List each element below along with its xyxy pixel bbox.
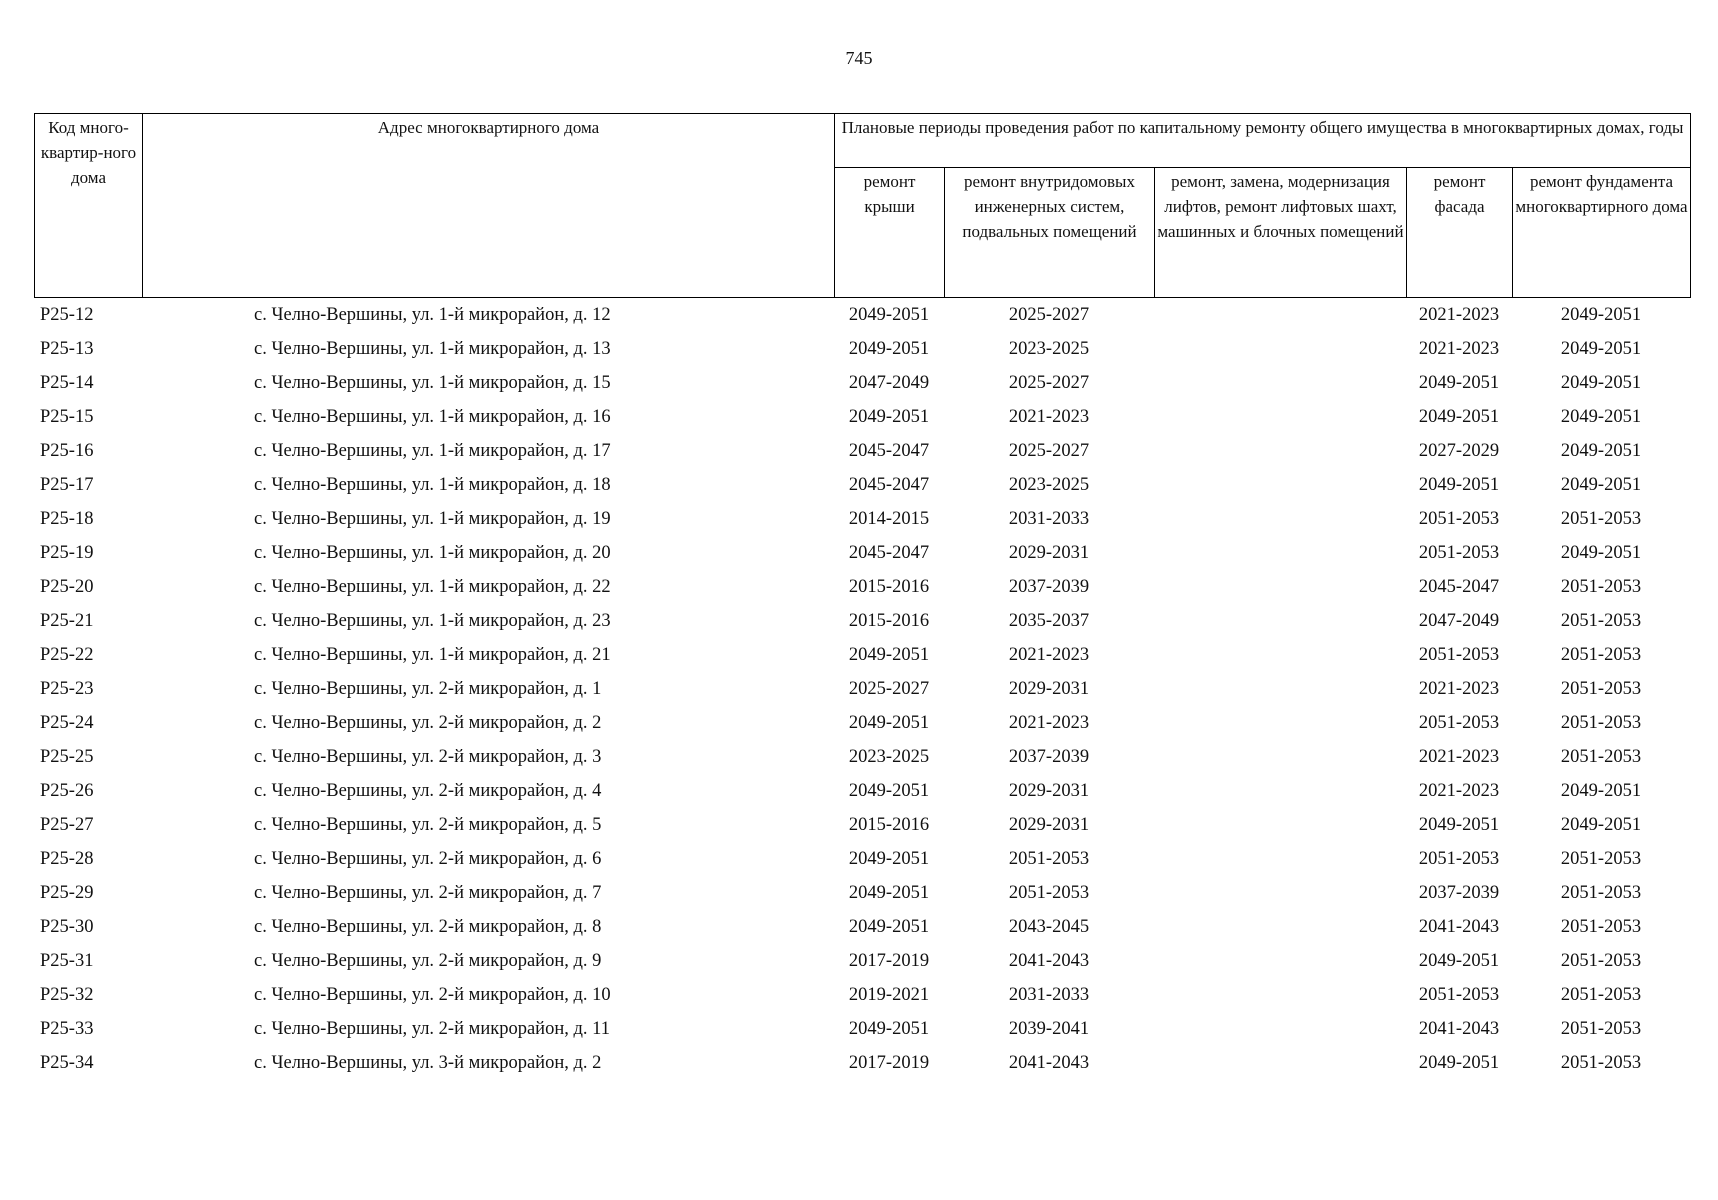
table-row — [34, 774, 1690, 808]
house-address: с. Челно-Вершины, ул. 1-й микрорайон, д. 20 — [254, 542, 611, 563]
house-code: Р25-13 — [40, 338, 94, 359]
systems-period: 2037-2039 — [1008, 576, 1090, 597]
house-address: с. Челно-Вершины, ул. 1-й микрорайон, д. 18 — [254, 474, 611, 495]
facade-period: 2051-2053 — [1418, 542, 1500, 563]
roof-period: 2049-2051 — [848, 406, 930, 427]
roof-period: 2015-2016 — [848, 610, 930, 631]
lifts-period — [1154, 774, 1406, 808]
systems-period: 2029-2031 — [1008, 814, 1090, 835]
foundation-period: 2049-2051 — [1560, 780, 1642, 801]
house-address: с. Челно-Вершины, ул. 1-й микрорайон, д. 23 — [254, 610, 611, 631]
house-address: с. Челно-Вершины, ул. 1-й микрорайон, д. 17 — [254, 440, 611, 461]
roof-period: 2023-2025 — [848, 746, 930, 767]
lifts-period — [1154, 808, 1406, 842]
foundation-period: 2051-2053 — [1560, 1052, 1642, 1073]
house-address: с. Челно-Вершины, ул. 2-й микрорайон, д. 4 — [254, 780, 602, 801]
lifts-period — [1154, 842, 1406, 876]
systems-period: 2041-2043 — [1008, 950, 1090, 971]
house-code: Р25-21 — [40, 610, 94, 631]
house-code: Р25-32 — [40, 984, 94, 1005]
facade-period: 2051-2053 — [1418, 644, 1500, 665]
table-row — [34, 944, 1690, 978]
lifts-period — [1154, 604, 1406, 638]
house-code: Р25-26 — [40, 780, 94, 801]
house-code: Р25-23 — [40, 678, 94, 699]
table-row — [34, 638, 1690, 672]
foundation-period: 2049-2051 — [1560, 814, 1642, 835]
roof-period: 2017-2019 — [848, 1052, 930, 1073]
house-code: Р25-29 — [40, 882, 94, 903]
house-address: с. Челно-Вершины, ул. 1-й микрорайон, д. 19 — [254, 508, 611, 529]
foundation-period: 2051-2053 — [1560, 678, 1642, 699]
lifts-period — [1154, 672, 1406, 706]
facade-period: 2021-2023 — [1418, 304, 1500, 325]
house-address: с. Челно-Вершины, ул. 1-й микрорайон, д. 13 — [254, 338, 611, 359]
roof-period: 2047-2049 — [848, 372, 930, 393]
lifts-period — [1154, 468, 1406, 502]
systems-period: 2021-2023 — [1008, 406, 1090, 427]
table-row — [34, 910, 1690, 944]
facade-period: 2051-2053 — [1418, 848, 1500, 869]
house-address: с. Челно-Вершины, ул. 2-й микрорайон, д. 1 — [254, 678, 602, 699]
facade-period: 2047-2049 — [1418, 610, 1500, 631]
foundation-period: 2051-2053 — [1560, 644, 1642, 665]
facade-period: 2045-2047 — [1418, 576, 1500, 597]
house-code: Р25-14 — [40, 372, 94, 393]
house-code: Р25-27 — [40, 814, 94, 835]
table-row — [34, 536, 1690, 570]
house-code: Р25-18 — [40, 508, 94, 529]
house-address: с. Челно-Вершины, ул. 3-й микрорайон, д. 2 — [254, 1052, 602, 1073]
foundation-period: 2051-2053 — [1560, 950, 1642, 971]
header-foundation: ремонт фундамента многоквартирного дома — [1513, 168, 1691, 298]
roof-period: 2025-2027 — [848, 678, 930, 699]
lifts-period — [1154, 332, 1406, 366]
lifts-period — [1154, 706, 1406, 740]
roof-period: 2017-2019 — [848, 950, 930, 971]
facade-period: 2051-2053 — [1418, 984, 1500, 1005]
roof-period: 2045-2047 — [848, 542, 930, 563]
house-address: с. Челно-Вершины, ул. 2-й микрорайон, д. 3 — [254, 746, 602, 767]
lifts-period — [1154, 740, 1406, 774]
lifts-period — [1154, 570, 1406, 604]
facade-period: 2049-2051 — [1418, 950, 1500, 971]
foundation-period: 2051-2053 — [1560, 848, 1642, 869]
lifts-period — [1154, 978, 1406, 1012]
table-row — [34, 366, 1690, 400]
house-code: Р25-34 — [40, 1052, 94, 1073]
systems-period: 2035-2037 — [1008, 610, 1090, 631]
table-row — [34, 298, 1690, 332]
header-systems: ремонт внутридомовых инженерных систем, подвальных помещений — [945, 168, 1155, 298]
table-row — [34, 876, 1690, 910]
systems-period: 2023-2025 — [1008, 338, 1090, 359]
house-code: Р25-24 — [40, 712, 94, 733]
systems-period: 2041-2043 — [1008, 1052, 1090, 1073]
header-facade: ремонт фасада — [1407, 168, 1513, 298]
table-row — [34, 434, 1690, 468]
lifts-period — [1154, 502, 1406, 536]
table-row — [34, 332, 1690, 366]
foundation-period: 2051-2053 — [1560, 610, 1642, 631]
header-code: Код много-квартир-ного дома — [35, 114, 143, 298]
systems-period: 2025-2027 — [1008, 372, 1090, 393]
house-code: Р25-12 — [40, 304, 94, 325]
systems-period: 2043-2045 — [1008, 916, 1090, 937]
foundation-period: 2049-2051 — [1560, 372, 1642, 393]
systems-period: 2031-2033 — [1008, 508, 1090, 529]
facade-period: 2049-2051 — [1418, 406, 1500, 427]
table-row — [34, 502, 1690, 536]
roof-period: 2049-2051 — [848, 780, 930, 801]
house-code: Р25-25 — [40, 746, 94, 767]
roof-period: 2014-2015 — [848, 508, 930, 529]
house-code: Р25-20 — [40, 576, 94, 597]
systems-period: 2037-2039 — [1008, 746, 1090, 767]
roof-period: 2049-2051 — [848, 916, 930, 937]
systems-period: 2029-2031 — [1008, 780, 1090, 801]
table-row — [34, 570, 1690, 604]
house-code: Р25-15 — [40, 406, 94, 427]
foundation-period: 2049-2051 — [1560, 474, 1642, 495]
roof-period: 2049-2051 — [848, 644, 930, 665]
table-row — [34, 1046, 1690, 1080]
foundation-period: 2049-2051 — [1560, 440, 1642, 461]
house-address: с. Челно-Вершины, ул. 2-й микрорайон, д. 8 — [254, 916, 602, 937]
lifts-period — [1154, 910, 1406, 944]
header-periods-title: Плановые периоды проведения работ по капитальному ремонту общего имущества в многоквартирных домах, годы — [835, 114, 1691, 168]
facade-period: 2049-2051 — [1418, 814, 1500, 835]
header-address: Адрес многоквартирного дома — [143, 114, 835, 298]
systems-period: 2021-2023 — [1008, 644, 1090, 665]
table-row — [34, 400, 1690, 434]
house-address: с. Челно-Вершины, ул. 2-й микрорайон, д. 10 — [254, 984, 611, 1005]
table-row — [34, 808, 1690, 842]
facade-period: 2027-2029 — [1418, 440, 1500, 461]
facade-period: 2051-2053 — [1418, 508, 1500, 529]
table-row — [34, 468, 1690, 502]
lifts-period — [1154, 1012, 1406, 1046]
foundation-period: 2049-2051 — [1560, 338, 1642, 359]
lifts-period — [1154, 536, 1406, 570]
table-row — [34, 604, 1690, 638]
house-address: с. Челно-Вершины, ул. 2-й микрорайон, д. 7 — [254, 882, 602, 903]
house-code: Р25-16 — [40, 440, 94, 461]
lifts-period — [1154, 638, 1406, 672]
foundation-period: 2051-2053 — [1560, 882, 1642, 903]
systems-period: 2031-2033 — [1008, 984, 1090, 1005]
house-code: Р25-31 — [40, 950, 94, 971]
header-roof: ремонт крыши — [835, 168, 945, 298]
facade-period: 2041-2043 — [1418, 916, 1500, 937]
lifts-period — [1154, 434, 1406, 468]
systems-period: 2025-2027 — [1008, 304, 1090, 325]
house-address: с. Челно-Вершины, ул. 1-й микрорайон, д. 12 — [254, 304, 611, 325]
house-address: с. Челно-Вершины, ул. 1-й микрорайон, д. 21 — [254, 644, 611, 665]
facade-period: 2021-2023 — [1418, 746, 1500, 767]
facade-period: 2051-2053 — [1418, 712, 1500, 733]
roof-period: 2015-2016 — [848, 576, 930, 597]
page-number: 745 — [845, 48, 873, 68]
house-address: с. Челно-Вершины, ул. 2-й микрорайон, д. 5 — [254, 814, 602, 835]
schedule-rows — [34, 298, 1690, 1080]
foundation-period: 2049-2051 — [1560, 542, 1642, 563]
lifts-period — [1154, 298, 1406, 332]
facade-period: 2037-2039 — [1418, 882, 1500, 903]
foundation-period: 2049-2051 — [1560, 304, 1642, 325]
house-code: Р25-30 — [40, 916, 94, 937]
roof-period: 2015-2016 — [848, 814, 930, 835]
table-row — [34, 842, 1690, 876]
facade-period: 2049-2051 — [1418, 474, 1500, 495]
foundation-period: 2051-2053 — [1560, 916, 1642, 937]
foundation-period: 2051-2053 — [1560, 984, 1642, 1005]
house-address: с. Челно-Вершины, ул. 1-й микрорайон, д. 22 — [254, 576, 611, 597]
roof-period: 2049-2051 — [848, 1018, 930, 1039]
roof-period: 2049-2051 — [848, 304, 930, 325]
house-code: Р25-19 — [40, 542, 94, 563]
roof-period: 2045-2047 — [848, 440, 930, 461]
foundation-period: 2049-2051 — [1560, 406, 1642, 427]
house-address: с. Челно-Вершины, ул. 1-й микрорайон, д. 16 — [254, 406, 611, 427]
facade-period: 2021-2023 — [1418, 338, 1500, 359]
foundation-period: 2051-2053 — [1560, 712, 1642, 733]
table-row — [34, 706, 1690, 740]
foundation-period: 2051-2053 — [1560, 746, 1642, 767]
house-address: с. Челно-Вершины, ул. 2-й микрорайон, д. 11 — [254, 1018, 610, 1039]
systems-period: 2039-2041 — [1008, 1018, 1090, 1039]
systems-period: 2021-2023 — [1008, 712, 1090, 733]
house-code: Р25-22 — [40, 644, 94, 665]
table-header — [34, 113, 1691, 298]
foundation-period: 2051-2053 — [1560, 508, 1642, 529]
systems-period: 2023-2025 — [1008, 474, 1090, 495]
lifts-period — [1154, 876, 1406, 910]
house-address: с. Челно-Вершины, ул. 1-й микрорайон, д. 15 — [254, 372, 611, 393]
foundation-period: 2051-2053 — [1560, 1018, 1642, 1039]
systems-period: 2051-2053 — [1008, 848, 1090, 869]
roof-period: 2019-2021 — [848, 984, 930, 1005]
house-code: Р25-17 — [40, 474, 94, 495]
schedule-table — [34, 298, 1690, 1080]
house-code: Р25-33 — [40, 1018, 94, 1039]
roof-period: 2049-2051 — [848, 712, 930, 733]
roof-period: 2049-2051 — [848, 848, 930, 869]
table-row — [34, 740, 1690, 774]
house-code: Р25-28 — [40, 848, 94, 869]
facade-period: 2021-2023 — [1418, 780, 1500, 801]
systems-period: 2029-2031 — [1008, 542, 1090, 563]
lifts-period — [1154, 366, 1406, 400]
house-address: с. Челно-Вершины, ул. 2-й микрорайон, д. 6 — [254, 848, 602, 869]
facade-period: 2041-2043 — [1418, 1018, 1500, 1039]
systems-period: 2029-2031 — [1008, 678, 1090, 699]
systems-period: 2051-2053 — [1008, 882, 1090, 903]
lifts-period — [1154, 1046, 1406, 1080]
table-row — [34, 978, 1690, 1012]
roof-period: 2045-2047 — [848, 474, 930, 495]
facade-period: 2049-2051 — [1418, 372, 1500, 393]
lifts-period — [1154, 944, 1406, 978]
roof-period: 2049-2051 — [848, 882, 930, 903]
house-address: с. Челно-Вершины, ул. 2-й микрорайон, д. 9 — [254, 950, 602, 971]
table-row — [34, 672, 1690, 706]
house-address: с. Челно-Вершины, ул. 2-й микрорайон, д. 2 — [254, 712, 602, 733]
facade-period: 2049-2051 — [1418, 1052, 1500, 1073]
table-row — [34, 1012, 1690, 1046]
roof-period: 2049-2051 — [848, 338, 930, 359]
facade-period: 2021-2023 — [1418, 678, 1500, 699]
header-lifts: ремонт, замена, модернизация лифтов, ремонт лифтовых шахт, машинных и блочных помещений — [1155, 168, 1407, 298]
foundation-period: 2051-2053 — [1560, 576, 1642, 597]
systems-period: 2025-2027 — [1008, 440, 1090, 461]
lifts-period — [1154, 400, 1406, 434]
